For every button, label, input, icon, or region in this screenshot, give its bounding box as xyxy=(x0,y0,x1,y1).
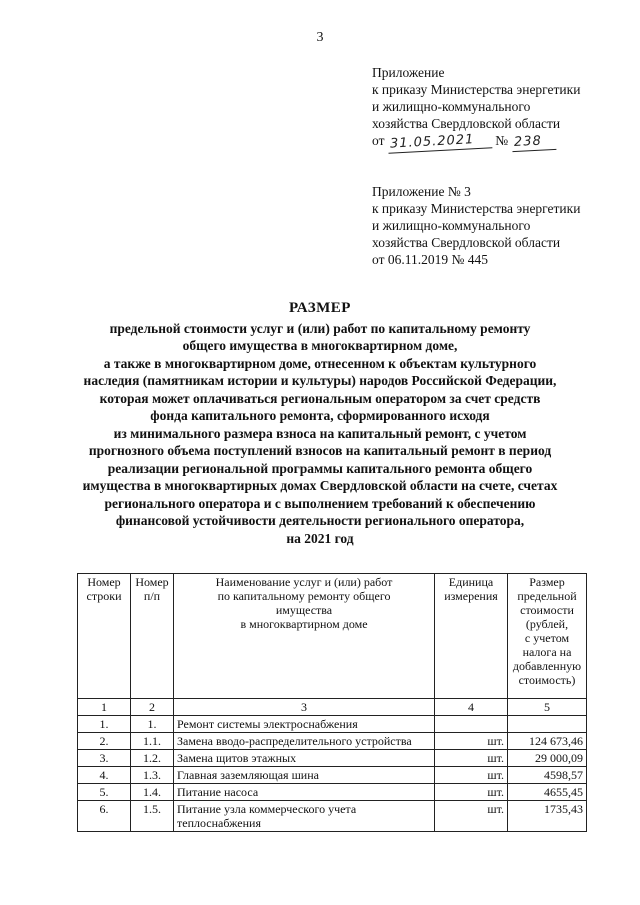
header-text: Наименование услуг и (или) работ xyxy=(215,575,393,589)
cell-unit: шт. xyxy=(435,750,508,767)
header-text: имущества xyxy=(275,603,333,617)
header-text: стоимость) xyxy=(518,673,576,687)
title-line: прогнозного объема поступлений взносов на капитальный ремонт в период xyxy=(88,443,552,458)
cell-unit xyxy=(435,716,508,733)
cell-row-number: 3. xyxy=(78,750,131,767)
cell-unit: шт. xyxy=(435,733,508,750)
title-line: на 2021 год xyxy=(286,530,354,546)
column-number: 3 xyxy=(174,699,435,716)
cell-row-number: 6. xyxy=(78,801,131,832)
table-row xyxy=(78,801,587,832)
title-line: наследия (памятникам истории и культуры) народов Российской Федерации, xyxy=(83,373,557,388)
column-number: 1 xyxy=(78,699,131,716)
appendix-line: к приказу Министерства энергетики xyxy=(372,82,581,97)
cell-price xyxy=(508,716,587,733)
title-line: общего имущества в многоквартирном доме, xyxy=(182,338,458,353)
header-text: добавленную xyxy=(512,659,582,673)
handwritten-number: 238 xyxy=(511,132,556,152)
header-text: строки xyxy=(86,589,122,603)
appendix-line: и жилищно-коммунального xyxy=(372,99,531,114)
header-row-number xyxy=(78,574,131,699)
order-date-number-row xyxy=(372,132,632,151)
price-table xyxy=(77,573,587,832)
title-line: фонда капитального ремонта, сформированного исходя xyxy=(150,408,490,423)
header-max-price xyxy=(508,574,587,699)
cell-service-name: Питание узла коммерческого учета теплоснабжения xyxy=(174,801,435,832)
title-line: из минимального размера взноса на капитальный ремонт, с учетом xyxy=(113,425,527,441)
cell-price: 29 000,09 xyxy=(508,750,587,767)
table-row xyxy=(78,716,587,733)
header-text: предельной xyxy=(517,589,577,603)
table-row xyxy=(78,733,587,750)
header-text: Номер xyxy=(87,575,121,589)
header-text: налога на xyxy=(522,645,572,659)
cell-item-number: 1.3. xyxy=(131,767,174,784)
table-row xyxy=(78,767,587,784)
cell-service-name: Замена вводо-распределительного устройства xyxy=(174,733,435,750)
cell-price: 4655,45 xyxy=(508,784,587,801)
cell-service-name: Замена щитов этажных xyxy=(174,750,435,767)
cell-price: 1735,43 xyxy=(508,801,587,832)
table-row xyxy=(78,784,587,801)
cell-item-number: 1.5. xyxy=(131,801,174,832)
header-service-name xyxy=(174,574,435,699)
appendix-line: от 06.11.2019 № 445 xyxy=(372,252,488,267)
appendix-line: хозяйства Свердловской области xyxy=(372,116,561,131)
cell-row-number: 4. xyxy=(78,767,131,784)
appendix-line: к приказу Министерства энергетики xyxy=(372,201,581,216)
appendix-line: Приложение № 3 xyxy=(372,184,471,199)
header-text: по капитальному ремонту общего xyxy=(217,589,391,603)
header-text: (рублей, xyxy=(525,617,569,631)
page-number: 3 xyxy=(316,30,324,45)
header-item-number xyxy=(131,574,174,699)
title-line: регионального оператора и с выполнением требований к обеспечению xyxy=(104,495,536,511)
cell-item-number: 1.2. xyxy=(131,750,174,767)
title-main: РАЗМЕР xyxy=(289,300,351,316)
title-line: финансовой устойчивости деятельности регионального оператора, xyxy=(115,513,525,528)
header-text: Номер xyxy=(135,575,169,589)
appendix-3-order-2019 xyxy=(372,183,632,268)
cell-row-number: 1. xyxy=(78,716,131,733)
header-text: с учетом xyxy=(524,631,570,645)
table-row xyxy=(78,750,587,767)
appendix-line: Приложение xyxy=(372,65,445,80)
cell-price: 4598,57 xyxy=(508,767,587,784)
column-number: 2 xyxy=(131,699,174,716)
column-number: 4 xyxy=(435,699,508,716)
cell-service-name: Главная заземляющая шина xyxy=(174,767,435,784)
cell-item-number: 1.1. xyxy=(131,733,174,750)
header-unit xyxy=(435,574,508,699)
header-text: п/п xyxy=(143,589,161,603)
cell-service-name: Питание насоса xyxy=(174,784,435,801)
header-text: Единица xyxy=(448,575,494,589)
cell-row-number: 5. xyxy=(78,784,131,801)
document-title xyxy=(60,300,580,547)
number-prefix: № xyxy=(495,133,509,148)
title-line: реализации региональной программы капитального ремонта общего xyxy=(107,460,533,476)
header-text: измерения xyxy=(444,589,498,603)
cell-unit: шт. xyxy=(435,801,508,832)
handwritten-date: 31.05.2021 xyxy=(387,130,492,153)
title-line: которая может оплачиваться региональным оператором за счет средств xyxy=(99,390,541,406)
date-prefix: от xyxy=(372,133,385,148)
table-header-row xyxy=(78,574,587,699)
column-number-row xyxy=(78,699,587,716)
column-number: 5 xyxy=(508,699,587,716)
appendix-line: и жилищно-коммунального xyxy=(372,218,531,233)
cell-item-number: 1.4. xyxy=(131,784,174,801)
cell-service-name: Ремонт системы электроснабжения xyxy=(174,716,435,733)
title-line: предельной стоимости услуг и (или) работ по капитальному ремонту xyxy=(109,320,531,336)
header-text: в многоквартирном доме xyxy=(240,617,368,631)
appendix-line: хозяйства Свердловской области xyxy=(372,235,561,250)
cell-price: 124 673,46 xyxy=(508,733,587,750)
appendix-order-2021 xyxy=(372,64,632,151)
title-line: имущества в многоквартирных домах Свердловской области на счете, счетах xyxy=(82,478,558,493)
cell-unit: шт. xyxy=(435,784,508,801)
header-text: стоимости xyxy=(520,603,574,617)
header-text: Размер xyxy=(529,575,565,589)
title-line: а также в многоквартирном доме, отнесенном к объектам культурного xyxy=(103,355,537,371)
cell-item-number: 1. xyxy=(131,716,174,733)
cell-row-number: 2. xyxy=(78,733,131,750)
cell-unit: шт. xyxy=(435,767,508,784)
